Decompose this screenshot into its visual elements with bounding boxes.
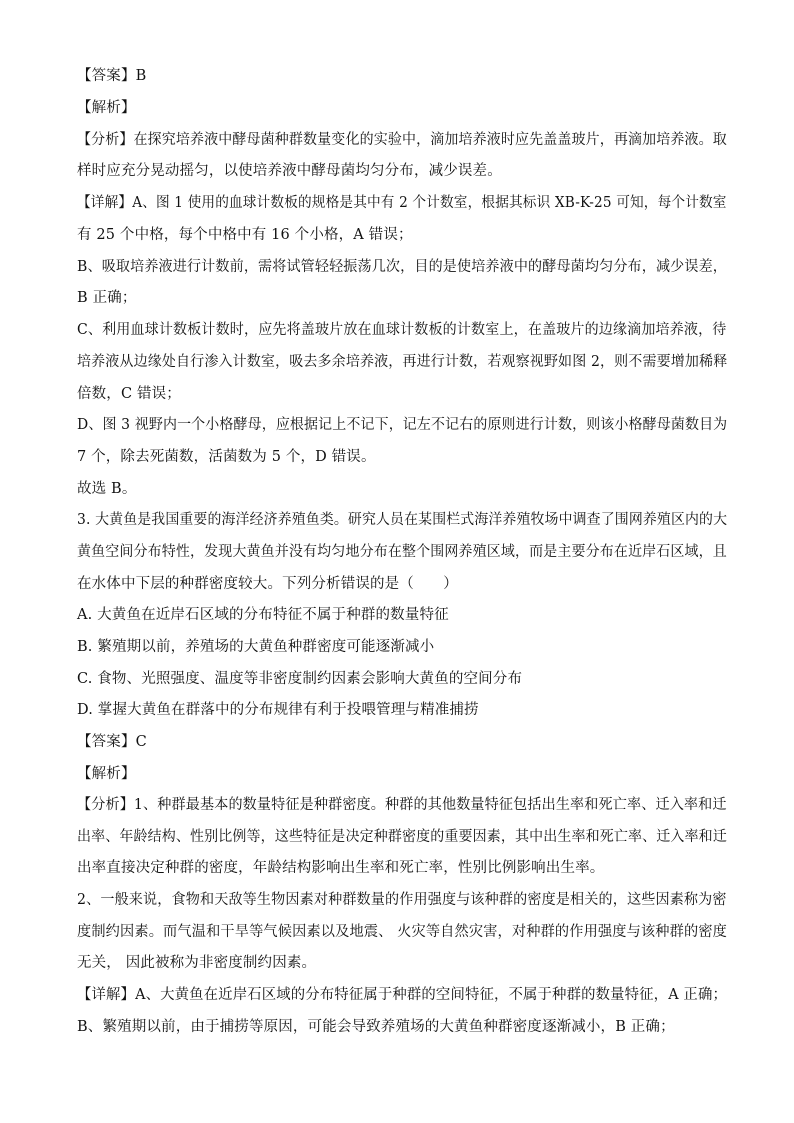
question-3-stem: 黄鱼空间分布特性，发现大黄鱼并没有均匀地分布在整个围网养殖区域，而是主要分布在近岸石区域，且 [77,544,727,560]
analysis-text-line: 无关， 因此被称为非密度制约因素。 [77,955,317,971]
detail-text-line: B 正确； [77,290,137,306]
analysis-label-q3: 【解析】 [77,766,136,782]
detail-text-line: D、图 3 视野内一个小格酵母，应根据记上不记下，记左不记右的原则进行计数，则该小格酵母菌数目为 [77,417,728,433]
analysis-text-line: 2、一般来说，食物和天敌等生物因素对种群数量的作用强度与该种群的密度是相关的，这些因素称为密 [77,892,727,908]
detail-text-line: 【详解】A、大黄鱼在近岸石区域的分布特征属于种群的空间特征，不属于种群的数量特征，A 正确； [77,987,727,1003]
option-b: B. 繁殖期以前，养殖场的大黄鱼种群密度可能逐渐减小 [77,639,435,655]
analysis-text-line: 【分析】1、种群最基本的数量特征是种群密度。种群的其他数量特征包括出生率和死亡率、迁入率和迁 [77,797,727,813]
conclusion-line: 故选 B。 [77,481,137,497]
analysis-text-line: 样时应充分晃动摇匀，以使培养液中酵母菌均匀分布，减少误差。 [77,163,502,179]
analysis-text-line: 出率直接决定种群的密度，年龄结构影响出生率和死亡率，性别比例影响出生率。 [77,860,605,876]
option-d: D. 掌握大黄鱼在群落中的分布规律有利于投喂管理与精准捕捞 [77,702,479,718]
option-c: C. 食物、光照强度、温度等非密度制约因素会影响大黄鱼的空间分布 [77,671,523,687]
question-3-stem: 在水体中下层的种群密度较大。下列分析错误的是（ ） [77,576,458,592]
analysis-label-q2: 【解析】 [77,100,136,116]
answer-label-q3: 【答案】C [77,734,147,750]
detail-text-line: C、利用血球计数板计数时，应先将盖玻片放在血球计数板的计数室上，在盖玻片的边缘滴加培养液，待 [77,322,727,338]
option-a: A. 大黄鱼在近岸石区域的分布特征不属于种群的数量特征 [77,607,449,623]
detail-text-line: 7 个，除去死菌数，活菌数为 5 个，D 错误。 [77,449,376,465]
analysis-text-line: 出率、年龄结构、性别比例等，这些特征是决定种群密度的重要因素，其中出生率和死亡率、迁入率和迁 [77,829,727,845]
analysis-text-line: 度制约因素。而气温和干旱等气候因素以及地震、 火灾等自然灾害，对种群的作用强度与该种群的密度 [77,924,728,940]
detail-text-line: B、吸取培养液进行计数前，需将试管轻轻振荡几次，目的是使培养液中的酵母菌均匀分布，减少误差， [77,259,728,275]
detail-text-line: B、繁殖期以前，由于捕捞等原因，可能会导致养殖场的大黄鱼种群密度逐渐减小，B 正确； [77,1019,675,1035]
detail-text-line: 有 25 个中格，每个中格中有 16 个小格，A 错误； [77,227,413,243]
question-3-stem: 3. 大黄鱼是我国重要的海洋经济养殖鱼类。研究人员在某围栏式海洋养殖牧场中调查了围网养殖区内的大 [77,512,728,528]
analysis-text-line: 【分析】在探究培养液中酵母菌种群数量变化的实验中，滴加培养液时应先盖盖玻片，再滴加培养液。取 [77,132,727,148]
detail-text-line: 【详解】A、图 1 使用的血球计数板的规格是其中有 2 个计数室，根据其标识 XB-K-25 可知，每个计数室 [77,195,727,211]
detail-text-line: 倍数，C 错误； [77,386,181,402]
answer-label-q2: 【答案】B [77,68,147,84]
detail-text-line: 培养液从边缘处自行渗入计数室，吸去多余培养液，再进行计数，若观察视野如图 2，则不需要增加稀释 [77,354,728,370]
